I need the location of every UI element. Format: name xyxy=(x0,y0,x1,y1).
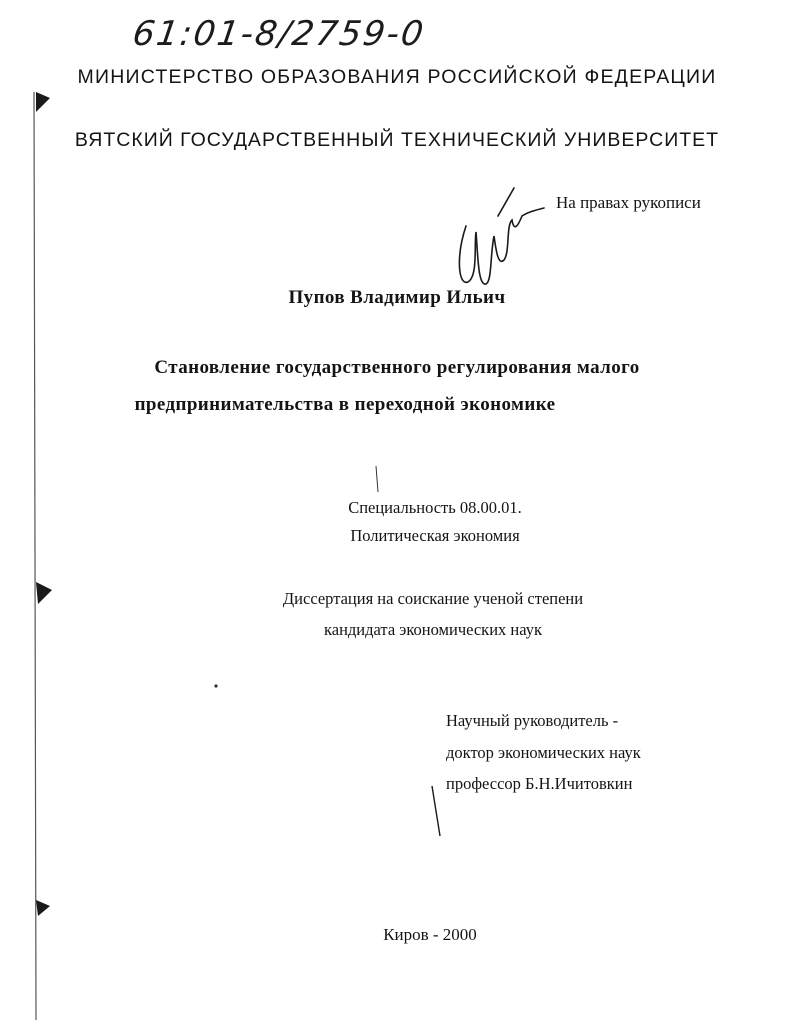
supervisor-role: Научный руководитель - xyxy=(446,711,619,730)
thesis-title-line-1: Становление государственного регулирования малого xyxy=(154,357,640,378)
binding-mark-top xyxy=(36,92,50,112)
degree-line-2: кандидата экономических наук xyxy=(323,620,542,639)
university-heading: ВЯТСКИЙ ГОСУДАРСТВЕННЫЙ ТЕХНИЧЕСКИЙ УНИВЕРСИТЕТ xyxy=(74,129,720,151)
city-year: Киров - 2000 xyxy=(383,925,477,944)
author-name: Пупов Владимир Ильич xyxy=(288,287,506,308)
thesis-title-line-2: предпринимательства в переходной экономике xyxy=(134,394,556,415)
manuscript-rights-note: На правах рукописи xyxy=(556,193,701,212)
binding-line xyxy=(34,92,36,1020)
smudge-mark xyxy=(376,466,378,492)
degree-line-1: Диссертация на соискание ученой степени xyxy=(282,589,584,608)
supervisor-name: профессор Б.Н.Ичитовкин xyxy=(446,774,633,793)
specialty-name: Политическая экономия xyxy=(350,526,520,545)
specialty-code: Специальность 08.00.01. xyxy=(348,498,522,517)
binding-mark-bottom xyxy=(36,900,50,916)
ministry-heading: МИНИСТЕРСТВО ОБРАЗОВАНИЯ РОССИЙСКОЙ ФЕДЕРАЦИИ xyxy=(77,66,717,88)
pen-stroke xyxy=(432,786,440,836)
dust-speck xyxy=(214,684,217,687)
archive-number-handwritten: 61:01-8/2759-0 xyxy=(130,14,428,54)
supervisor-degree: доктор экономических наук xyxy=(446,743,641,762)
